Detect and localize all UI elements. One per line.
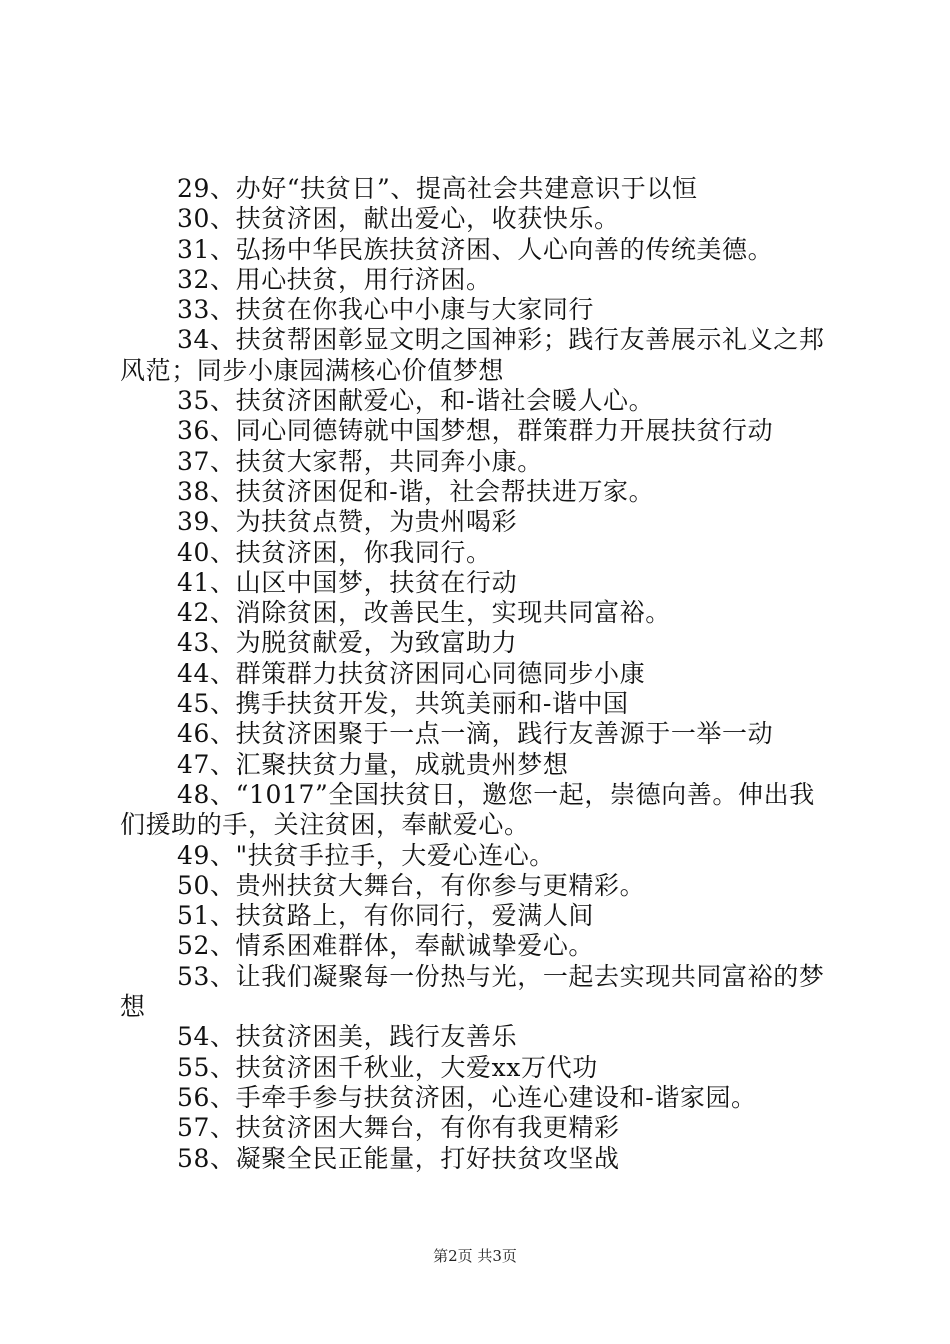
list-item: 41、山区中国梦，扶贫在行动: [177, 567, 518, 597]
list-item: 53、让我们凝聚每一份热与光，一起去实现共同富裕的梦想: [120, 961, 825, 1022]
list-item: 34、扶贫帮困彰显文明之国神彩；践行友善展示礼义之邦风范；同步小康园满核心价值梦想: [120, 325, 825, 385]
list-item: 37、扶贫大家帮，共同奔小康。: [177, 446, 543, 476]
list-item: 43、为脱贫献爱，为致富助力: [177, 628, 518, 658]
list-item: 38、扶贫济困促和-谐，社会帮扶进万家。: [177, 476, 655, 506]
list-item: 42、消除贫困，改善民生，实现共同富裕。: [177, 598, 671, 628]
list-item: 50、贵州扶贫大舞台，有你参与更精彩。: [177, 870, 646, 900]
list-item: 31、弘扬中华民族扶贫济困、人心向善的传统美德。: [177, 234, 774, 264]
page-footer: 第2页 共3页: [433, 1247, 517, 1265]
list-item: 58、凝聚全民正能量，打好扶贫攻坚战: [177, 1143, 620, 1173]
list-item: 57、扶贫济困大舞台，有你有我更精彩: [177, 1113, 620, 1143]
list-item: 32、用心扶贫，用行济困。: [177, 264, 492, 294]
list-item: 52、情系困难群体，奉献诚挚爱心。: [177, 931, 595, 961]
list-item: 40、扶贫济困，你我同行。: [177, 537, 492, 567]
list-item: 47、汇聚扶贫力量，成就贵州梦想: [177, 749, 569, 779]
list-item: 39、为扶贫点赞，为贵州喝彩: [177, 507, 518, 537]
slogan-list: [120, 174, 840, 1174]
list-item: 45、携手扶贫开发，共筑美丽和-谐中国: [177, 689, 629, 719]
list-item: 29、办好“扶贫日”、提高社会共建意识于以恒: [177, 174, 698, 203]
list-item: 33、扶贫在你我心中小康与大家同行: [177, 295, 595, 325]
list-item: 44、群策群力扶贫济困同心同德同步小康: [177, 658, 646, 688]
list-item: 51、扶贫路上，有你同行，爱满人间: [177, 901, 595, 931]
list-item: 55、扶贫济困千秋业，大爱xx万代功: [177, 1052, 598, 1082]
list-item: 54、扶贫济困美，践行友善乐: [177, 1022, 518, 1052]
list-item: 49、"扶贫手拉手，大爱心连心。: [177, 840, 555, 870]
list-item: 36、同心同德铸就中国梦想，群策群力开展扶贫行动: [177, 416, 774, 446]
list-item: 35、扶贫济困献爱心，和-谐社会暖人心。: [177, 386, 655, 416]
list-item: 48、“1017”全国扶贫日，邀您一起，崇德向善。伸出我们援助的手，关注贫困，奉献爱心。: [120, 779, 815, 840]
list-item: 30、扶贫济困，献出爱心，收获快乐。: [177, 204, 620, 234]
list-item: 56、手牵手参与扶贫济困，心连心建设和-谐家园。: [177, 1082, 757, 1112]
list-item: 46、扶贫济困聚于一点一滴，践行友善源于一举一动: [177, 719, 774, 749]
